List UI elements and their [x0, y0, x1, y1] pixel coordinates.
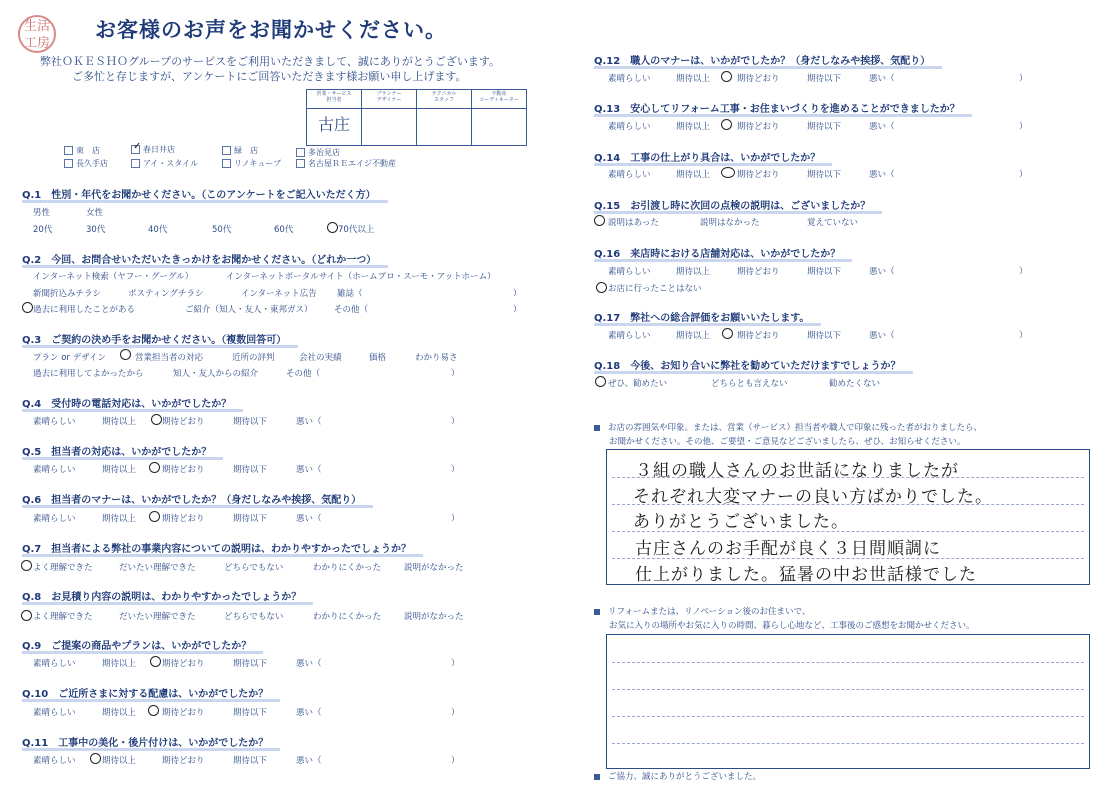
q9-poor-close: ）: [451, 659, 460, 669]
q2-option-portal[interactable]: インターネットポータルサイト（ホームプロ・スーモ・アットホーム）: [226, 272, 496, 282]
q12-option-poor[interactable]: 悪い（: [869, 74, 895, 84]
q12-option-excellent[interactable]: 素晴らしい: [608, 74, 651, 84]
q12-poor-close: ）: [1019, 74, 1028, 84]
q17-option-as-expected[interactable]: 期待どおり: [737, 331, 780, 341]
q5-option-as-expected[interactable]: 期待どおり: [162, 465, 205, 475]
q3-option-past-good[interactable]: 過去に利用してよかったから: [33, 369, 144, 379]
checkbox-icon: [296, 148, 305, 157]
q2-option-other[interactable]: その他（: [334, 305, 369, 315]
q17-poor-close: ）: [1019, 331, 1028, 341]
question-13: Q.13 安心してリフォーム工事・お住まいづくりを進めることができましたか？: [594, 100, 960, 115]
q14-option-excellent[interactable]: 素晴らしい: [608, 170, 651, 180]
q16-option-never-visited[interactable]: お店に行ったことはない: [608, 284, 702, 294]
q8-option-none[interactable]: 説明がなかった: [404, 612, 464, 622]
q16-option-above[interactable]: 期待以上: [676, 267, 711, 277]
selected-circle-icon: [151, 414, 162, 425]
q3-option-reputation[interactable]: 近所の評判: [232, 353, 275, 363]
question-4: Q.4 受付時の電話対応は、いかがでしたか？: [22, 395, 231, 410]
selected-circle-icon: [721, 71, 732, 82]
comment1-label-line-2: お聞かせください。その他、ご要望・ご意見などございましたら、ぜひ、お知らせください。: [609, 437, 966, 447]
selected-circle-icon: [594, 215, 605, 226]
q6-poor-close: ）: [451, 514, 460, 524]
q10-option-excellent[interactable]: 素晴らしい: [33, 708, 76, 718]
q3-option-friend-referral[interactable]: 知人・友人からの紹介: [173, 369, 259, 379]
q6-option-above[interactable]: 期待以上: [102, 514, 137, 524]
checkbox-checked-icon: ✓: [133, 141, 142, 152]
bullet-square-icon: [594, 425, 600, 431]
q16-option-below[interactable]: 期待以下: [807, 267, 842, 277]
q13-option-as-expected[interactable]: 期待どおり: [737, 122, 780, 132]
selected-circle-icon: [596, 282, 607, 293]
selected-circle-icon: [721, 167, 735, 178]
q11-option-excellent[interactable]: 素晴らしい: [33, 756, 76, 766]
selected-circle-icon: [722, 328, 733, 339]
q1-option-20s[interactable]: 20代: [33, 225, 53, 235]
q9-option-poor[interactable]: 悪い（: [296, 659, 322, 669]
q14-poor-close: ）: [1019, 170, 1028, 180]
intro-line-1: 弊社ＯＫＥＳＨＯグループのサービスをご利用いただきまして、誠にありがとうございます。: [40, 55, 501, 68]
comment1-handwriting-line-5: 仕上がりました。猛暑の中お世話様でした: [635, 565, 977, 585]
q7-option-neutral[interactable]: どちらでもない: [224, 563, 284, 573]
store-nagoya-reage[interactable]: 名古屋ＲＥエイジ不動産: [296, 158, 396, 169]
q13-option-above[interactable]: 期待以上: [676, 122, 711, 132]
q14-option-above[interactable]: 期待以上: [676, 170, 711, 180]
q16-option-excellent[interactable]: 素晴らしい: [608, 267, 651, 277]
comment2-label-line-2: お気に入りの場所やお気に入りの時間、暮らし心地など、工事後のご感想をお聞かせください。: [609, 621, 975, 631]
selected-circle-icon: [327, 222, 338, 233]
selected-circle-icon: [90, 753, 101, 764]
q5-option-excellent[interactable]: 素晴らしい: [33, 465, 76, 475]
q8-option-neutral[interactable]: どちらでもない: [224, 612, 284, 622]
selected-circle-icon: [120, 349, 131, 360]
q4-option-above[interactable]: 期待以上: [102, 417, 137, 427]
q6-option-as-expected[interactable]: 期待どおり: [162, 514, 205, 524]
q15-option-explained[interactable]: 説明はあった: [608, 218, 659, 228]
question-1: Q.1 性別・年代をお聞かせください。（このアンケートをご記入いただく方）: [22, 186, 376, 201]
store-higashi[interactable]: 東 店: [64, 145, 100, 156]
q2-option-referral[interactable]: ご紹介（知人・友人・東邦ガス）: [185, 305, 313, 315]
q5-option-above[interactable]: 期待以上: [102, 465, 137, 475]
q2-option-search[interactable]: インターネット検索（ヤフー・グーグル）: [33, 272, 194, 282]
staff-value-realestate[interactable]: [472, 109, 527, 146]
q13-option-poor[interactable]: 悪い（: [869, 122, 895, 132]
q10-option-above[interactable]: 期待以上: [102, 708, 137, 718]
q1-option-60s[interactable]: 60代: [274, 225, 294, 235]
comment1-label-line-1: お店の雰囲気や印象。または、営業（サービス）担当者や職人で印象に残った者がおりましたら、: [594, 421, 982, 433]
q10-poor-close: ）: [451, 708, 460, 718]
comment1-handwriting-line-1: ３組の職人さんのお世話になりましたが: [635, 461, 959, 481]
q4-option-poor[interactable]: 悪い（: [296, 417, 322, 427]
q15-option-not-explained[interactable]: 説明はなかった: [700, 218, 760, 228]
q17-option-excellent[interactable]: 素晴らしい: [608, 331, 651, 341]
question-3: Q.3 ご契約の決め手をお聞かせください。（複数回答可）: [22, 331, 286, 346]
q7-option-none[interactable]: 説明がなかった: [404, 563, 464, 573]
q1-option-female[interactable]: 女性: [86, 208, 104, 218]
store-renocube[interactable]: リノキューブ: [222, 158, 281, 169]
question-10: Q.10 ご近所さまに対する配慮は、いかがでしたか？: [22, 685, 268, 700]
staff-value-technical[interactable]: [417, 109, 472, 146]
staff-header-technical: テクニカル スタッフ: [417, 90, 472, 109]
q2-option-magazine[interactable]: 雑誌（: [337, 289, 363, 299]
q7-option-unclear[interactable]: わかりにくかった: [313, 563, 382, 573]
q15-option-dont-remember[interactable]: 覚えていない: [807, 218, 859, 228]
selected-circle-icon: [149, 511, 160, 522]
q9-option-as-expected[interactable]: 期待どおり: [162, 659, 205, 669]
question-8: Q.8 お見積り内容の説明は、わかりやすかったでしょうか？: [22, 588, 301, 603]
q2-magazine-close: ）: [513, 289, 522, 299]
q3-option-other[interactable]: その他（: [286, 369, 321, 379]
q7-option-mostly[interactable]: だいたい理解できた: [119, 563, 196, 573]
staff-value-sales[interactable]: 古庄: [307, 109, 362, 146]
q5-option-below[interactable]: 期待以下: [233, 465, 268, 475]
q4-option-below[interactable]: 期待以下: [233, 417, 268, 427]
q1-option-male[interactable]: 男性: [33, 208, 51, 218]
q18-option-neutral[interactable]: どちらとも言えない: [711, 379, 788, 389]
q16-option-as-expected[interactable]: 期待どおり: [737, 267, 780, 277]
q2-option-past-user[interactable]: 過去に利用したことがある: [33, 305, 136, 315]
comment1-handwriting-line-3: ありがとうございました。: [633, 512, 849, 532]
checkbox-icon: [64, 159, 73, 168]
q17-option-poor[interactable]: 悪い（: [869, 331, 895, 341]
q3-option-clarity[interactable]: わかり易さ: [415, 353, 458, 363]
staff-header-planner: プランナー デザイナー: [362, 90, 417, 109]
q12-option-above[interactable]: 期待以上: [676, 74, 711, 84]
q9-option-above[interactable]: 期待以上: [102, 659, 137, 669]
store-istyle[interactable]: アイ・スタイル: [131, 158, 198, 169]
q2-other-close: ）: [513, 305, 522, 315]
store-tajimi[interactable]: 多治見店: [296, 147, 340, 158]
q11-poor-close: ）: [451, 756, 460, 766]
comment2-box[interactable]: [606, 634, 1090, 769]
q13-option-excellent[interactable]: 素晴らしい: [608, 122, 651, 132]
q14-option-below[interactable]: 期待以下: [807, 170, 842, 180]
bullet-square-icon: [594, 609, 600, 615]
selected-circle-icon: [148, 705, 159, 716]
comment2-label-line-1: リフォームまたは、リノベーション後のお住まいで、: [594, 605, 810, 617]
q14-option-as-expected[interactable]: 期待どおり: [737, 170, 780, 180]
q4-option-excellent[interactable]: 素晴らしい: [33, 417, 76, 427]
store-nagakute[interactable]: 長久手店: [64, 158, 108, 169]
question-15: Q.15 お引渡し時に次回の点検の説明は、ございましたか？: [594, 197, 870, 212]
q2-option-posting[interactable]: ポスティングチラシ: [128, 289, 204, 299]
staff-header-realestate: 不動産 コーディネーター: [472, 90, 527, 109]
comment1-handwriting-line-4: 古庄さんのお手配が良く３日間順調に: [635, 539, 941, 559]
q7-option-understood[interactable]: よく理解できた: [33, 563, 93, 573]
q3-option-plan-design[interactable]: プラン or デザイン: [33, 353, 107, 363]
checkbox-icon: [222, 159, 231, 168]
q11-option-above[interactable]: 期待以上: [102, 756, 137, 766]
q13-poor-close: ）: [1019, 122, 1028, 132]
question-9: Q.9 ご提案の商品やプランは、いかがでしたか？: [22, 637, 251, 652]
q17-option-above[interactable]: 期待以上: [676, 331, 711, 341]
question-2: Q.2 今回、お問合せいただいたきっかけをお聞かせください。（どれか一つ）: [22, 251, 376, 266]
q4-poor-close: ）: [451, 417, 460, 427]
checkbox-icon: [64, 146, 73, 155]
checkbox-icon: [296, 159, 305, 168]
question-7: Q.7 担当者による弊社の事業内容についての説明は、わかりやすかったでしょうか？: [22, 540, 411, 555]
q16-poor-close: ）: [1019, 267, 1028, 277]
comment1-handwriting-line-2: それぞれ大変マナーの良い方ばかりでした。: [633, 487, 993, 507]
q3-other-close: ）: [451, 369, 460, 379]
q6-option-excellent[interactable]: 素晴らしい: [33, 514, 76, 524]
q8-option-unclear[interactable]: わかりにくかった: [313, 612, 382, 622]
q6-option-below[interactable]: 期待以下: [233, 514, 268, 524]
footer-thanks: ご協力、誠にありがとうございました。: [594, 770, 761, 782]
checkbox-icon: [222, 146, 231, 155]
selected-circle-icon: [21, 610, 32, 621]
q17-option-below[interactable]: 期待以下: [807, 331, 842, 341]
staff-value-planner[interactable]: [362, 109, 417, 146]
q10-option-as-expected[interactable]: 期待どおり: [162, 708, 205, 718]
q5-option-poor[interactable]: 悪い（: [296, 465, 322, 475]
q11-option-below[interactable]: 期待以下: [233, 756, 268, 766]
company-seal: 生活 工房: [18, 15, 56, 53]
bullet-square-icon: [594, 774, 600, 780]
survey-title: お客様のお声をお聞かせください。: [95, 18, 447, 42]
question-6: Q.6 担当者のマナーは、いかがでしたか？（身だしなみや挨拶、気配り）: [22, 491, 361, 506]
q4-option-as-expected[interactable]: 期待どおり: [162, 417, 205, 427]
q1-option-30s[interactable]: 30代: [86, 225, 106, 235]
q8-option-mostly[interactable]: だいたい理解できた: [119, 612, 196, 622]
question-16: Q.16 来店時における店舗対応は、いかがでしたか？: [594, 245, 840, 260]
q3-option-sales-staff[interactable]: 営業担当者の対応: [135, 353, 204, 363]
q16-option-poor[interactable]: 悪い（: [869, 267, 895, 277]
q6-option-poor[interactable]: 悪い（: [296, 514, 322, 524]
question-5: Q.5 担当者の対応は、いかがでしたか？: [22, 443, 211, 458]
comment1-box[interactable]: [606, 449, 1090, 585]
staff-header-sales: 営業・サービス 担当者: [307, 90, 362, 109]
q2-option-flyer[interactable]: 新聞折込みチラシ: [33, 289, 102, 299]
question-18: Q.18 今後、お知り合いに弊社を勧めていただけますでしょうか？: [594, 357, 901, 372]
store-midori[interactable]: 緑 店: [222, 145, 258, 156]
q1-option-50s[interactable]: 50代: [212, 225, 232, 235]
q18-option-recommend[interactable]: ぜひ、勧めたい: [608, 379, 668, 389]
selected-circle-icon: [150, 656, 161, 667]
intro-line-2: ご多忙と存じますが、アンケートにご回答いただきます様お願い申し上げます。: [72, 70, 467, 83]
q14-option-poor[interactable]: 悪い（: [869, 170, 895, 180]
q3-option-price[interactable]: 価格: [369, 353, 387, 363]
checkbox-icon: [131, 159, 140, 168]
selected-circle-icon: [721, 119, 732, 130]
q1-option-70s-plus[interactable]: 70代以上: [338, 225, 375, 235]
store-kasugai[interactable]: ✓ 春日井店: [133, 141, 175, 154]
selected-circle-icon: [595, 376, 606, 387]
q2-option-web-ad[interactable]: インターネット広告: [241, 289, 317, 299]
selected-circle-icon: [149, 462, 160, 473]
q8-option-understood[interactable]: よく理解できた: [33, 612, 93, 622]
question-14: Q.14 工事の仕上がり具合は、いかがでしたか？: [594, 149, 820, 164]
question-12: Q.12 職人のマナーは、いかがでしたか？（身だしなみや挨拶、気配り）: [594, 52, 930, 67]
staff-table: [306, 89, 527, 146]
q12-option-below[interactable]: 期待以下: [807, 74, 842, 84]
selected-circle-icon: [21, 560, 32, 571]
q11-option-poor[interactable]: 悪い（: [296, 756, 322, 766]
question-17: Q.17 弊社への総合評価をお願いいたします。: [594, 309, 809, 324]
selected-circle-icon: [22, 302, 33, 313]
q9-option-excellent[interactable]: 素晴らしい: [33, 659, 76, 669]
q10-option-poor[interactable]: 悪い（: [296, 708, 322, 718]
q5-poor-close: ）: [451, 465, 460, 475]
q18-option-not-recommend[interactable]: 勧めたくない: [829, 379, 881, 389]
q10-option-below[interactable]: 期待以下: [233, 708, 268, 718]
q1-option-40s[interactable]: 40代: [148, 225, 168, 235]
question-11: Q.11 工事中の美化・後片付けは、いかがでしたか？: [22, 734, 268, 749]
q12-option-as-expected[interactable]: 期待どおり: [737, 74, 780, 84]
q9-option-below[interactable]: 期待以下: [233, 659, 268, 669]
q13-option-below[interactable]: 期待以下: [807, 122, 842, 132]
q3-option-track-record[interactable]: 会社の実績: [299, 353, 342, 363]
q11-option-as-expected[interactable]: 期待どおり: [162, 756, 205, 766]
